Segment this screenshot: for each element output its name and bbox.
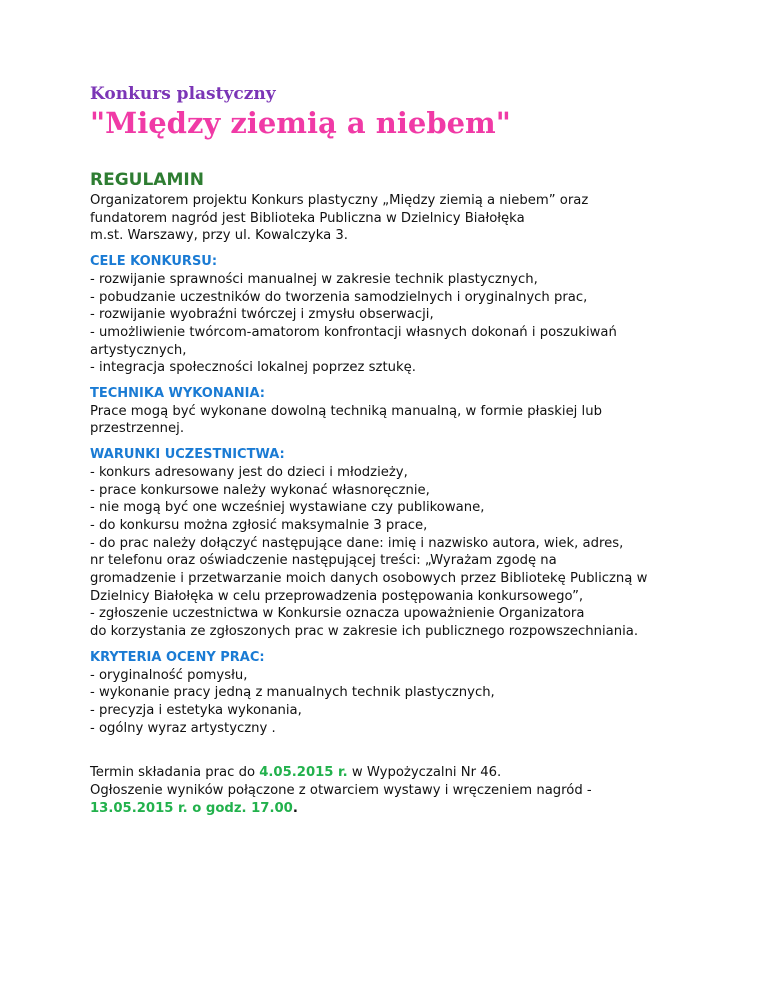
section-heading: KRYTERIA OCENY PRAC: [90,649,265,665]
list-item: - pobudzanie uczestników do tworzenia samodzielnych i oryginalnych prac, [90,289,588,305]
deadline-suffix: w Wypożyczalni Nr 46. [347,765,502,781]
deadline-line [90,764,730,782]
contest-subtitle: Konkurs plastyczny [90,84,276,104]
list-item: - integracja społeczności lokalnej poprzez sztukę. [90,360,416,376]
section-cele [90,253,730,377]
section-warunki [90,446,730,641]
section-heading: WARUNKI UCZESTNICTWA: [90,447,285,463]
paragraph-line: przestrzennej. [90,421,185,437]
document-body [90,168,730,818]
list-item: gromadzenie i przetwarzanie moich danych osobowych przez Bibliotekę Publiczną w [90,571,648,587]
list-item: - precyzja i estetyka wykonania, [90,702,302,718]
section-technika [90,385,730,438]
list-item: - ogólny wyraz artystyczny . [90,720,276,736]
deadline-date: 4.05.2015 r. [259,765,348,781]
list-item: - rozwijanie wyobraźni twórczej i zmysłu obserwacji, [90,307,434,323]
results-date: 13.05.2015 r. o godz. 17.00 [90,800,293,816]
paragraph-line: Prace mogą być wykonane dowolną techniką manualną, w formie płaskiej lub [90,403,602,419]
list-item: - umożliwienie twórcom-amatorom konfrontacji własnych dokonań i poszukiwań [90,324,617,340]
paragraph-line: m.st. Warszawy, przy ul. Kowalczyka 3. [90,228,348,244]
paragraph-line: fundatorem nagród jest Biblioteka Publiczna w Dzielnicy Białołęka [90,210,525,226]
results-date-line [90,800,730,818]
list-item: - prace konkursowe należy wykonać własnoręcznie, [90,482,430,498]
results-line: Ogłoszenie wyników połączone z otwarciem wystawy i wręczeniem nagród - [90,783,592,799]
list-item: nr telefonu oraz oświadczenie następującej treści: „Wyrażam zgodę na [90,553,557,569]
list-item: - konkurs adresowany jest do dzieci i młodzieży, [90,464,408,480]
spacer [90,737,730,764]
list-item: - oryginalność pomysłu, [90,667,248,683]
organizer-paragraph [90,192,730,245]
list-item: - rozwijanie sprawności manualnej w zakresie technik plastycznych, [90,271,538,287]
section-heading: CELE KONKURSU: [90,254,218,270]
footer-info [90,764,730,817]
paragraph-line: Organizatorem projektu Konkurs plastyczny „Między ziemią a niebem” oraz [90,193,589,208]
results-end: . [292,800,298,816]
list-item: - do konkursu można zgłosić maksymalnie 3 prace, [90,517,428,533]
section-kryteria [90,649,730,738]
list-item: - zgłoszenie uczestnictwa w Konkursie oznacza upoważnienie Organizatora [90,606,585,622]
section-heading: TECHNIKA WYKONANIA: [90,386,265,402]
list-item: - do prac należy dołączyć następujące dane: imię i nazwisko autora, wiek, adres, [90,535,624,551]
regulamin-heading: REGULAMIN [90,170,204,190]
deadline-prefix: Termin składania prac do [90,765,260,781]
contest-title: "Między ziemią a niebem" [90,106,511,140]
list-item: - nie mogą być one wcześniej wystawiane czy publikowane, [90,500,485,516]
list-item: Dzielnicy Białołęka w celu przeprowadzenia postępowania konkursowego”, [90,588,584,604]
list-item: - wykonanie pracy jedną z manualnych technik plastycznych, [90,685,495,701]
list-item: do korzystania ze zgłoszonych prac w zakresie ich publicznego rozpowszechniania. [90,624,639,640]
list-item: artystycznych, [90,342,187,358]
